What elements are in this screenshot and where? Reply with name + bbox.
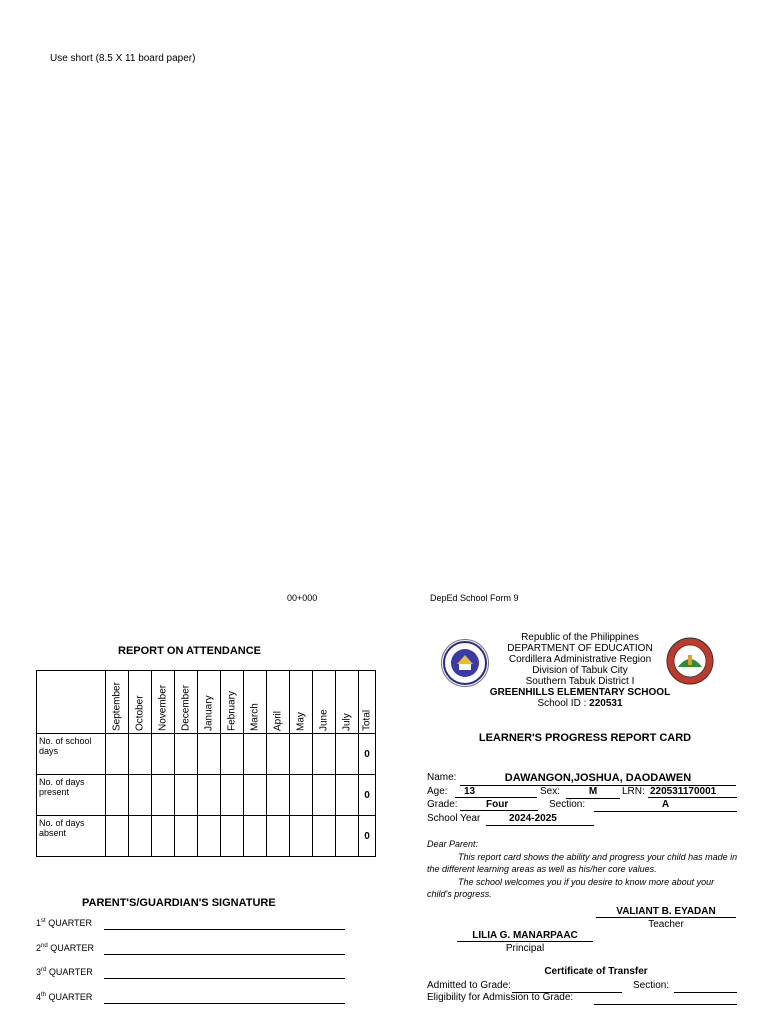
name-label: Name: — [427, 772, 457, 783]
row-label: No. of days present — [37, 775, 106, 816]
age-label: Age: — [427, 786, 448, 797]
grade-label: Grade: — [427, 799, 458, 810]
letter-paragraph-1: This report card shows the ability and progress your child has made in the different learning areas as well as his/her core values. — [427, 851, 738, 874]
principal-role: Principal — [505, 943, 545, 954]
teacher-name: VALIANT B. EYADAN — [596, 906, 736, 918]
letter-salutation: Dear Parent: — [427, 839, 479, 849]
school-year-label: School Year — [427, 813, 481, 824]
section-label: Section: — [549, 799, 586, 810]
attendance-table — [36, 670, 376, 857]
quarter-1-label: 1st QUARTER — [36, 918, 93, 928]
quarter-4-signature-line[interactable] — [104, 1003, 345, 1004]
transfer-title: Certificate of Transfer — [544, 966, 648, 977]
quarter-3-label: 3rd QUARTER — [36, 967, 93, 977]
quarter-2-signature-line[interactable] — [104, 954, 345, 955]
attendance-title: REPORT ON ATTENDANCE — [118, 645, 261, 657]
row-total: 0 — [359, 734, 376, 775]
row-total: 0 — [359, 816, 376, 857]
row-label: No. of days absent — [37, 816, 106, 857]
month-april: April — [267, 671, 290, 734]
table-row — [37, 816, 376, 857]
principal-name: LILIA G. MANARPAAC — [457, 930, 593, 942]
letter-paragraph-2: The school welcomes you if you desire to know more about your child's progress. — [427, 876, 715, 899]
eligibility-field[interactable] — [594, 992, 737, 1005]
age-field[interactable]: 13 — [455, 786, 537, 798]
sex-field[interactable]: M — [566, 786, 620, 799]
month-march: March — [244, 671, 267, 734]
lrn-label: LRN: — [622, 786, 645, 797]
form-name: DepEd School Form 9 — [430, 593, 519, 603]
month-october: October — [129, 671, 152, 734]
month-january: January — [198, 671, 221, 734]
school-id: School ID : 220531 — [537, 698, 623, 709]
quarter-2-label: 2nd QUARTER — [36, 943, 95, 953]
month-july: July — [336, 671, 359, 734]
header-department: DEPARTMENT OF EDUCATION — [507, 643, 653, 654]
school-header — [460, 632, 700, 709]
row-total: 0 — [359, 775, 376, 816]
signature-title: PARENT'S/GUARDIAN'S SIGNATURE — [82, 897, 276, 909]
row-label: No. of school days — [37, 734, 106, 775]
table-row — [37, 775, 376, 816]
attendance-header-row — [37, 671, 376, 734]
school-year-field[interactable]: 2024-2025 — [486, 813, 594, 826]
quarter-3-signature-line[interactable] — [104, 978, 345, 979]
month-total: Total — [359, 671, 376, 734]
corner-cell — [37, 671, 106, 734]
header-district: Southern Tabuk District I — [525, 676, 635, 687]
card-title: LEARNER'S PROGRESS REPORT CARD — [478, 732, 692, 744]
eligibility-label: Eligibility for Admission to Grade: — [427, 992, 574, 1003]
header-region: Cordillera Administrative Region — [508, 654, 652, 665]
teacher-role: Teacher — [648, 919, 684, 930]
paper-note: Use short (8.5 X 11 board paper) — [50, 53, 196, 64]
form-code: 00+000 — [287, 593, 318, 603]
school-name: GREENHILLS ELEMENTARY SCHOOL — [489, 687, 671, 698]
month-november: November — [152, 671, 175, 734]
name-field[interactable]: DAWANGON,JOSHUA, DAODAWEN — [460, 772, 736, 786]
table-row — [37, 734, 376, 775]
quarter-1-signature-line[interactable] — [104, 929, 345, 930]
admitted-label: Admitted to Grade: — [427, 980, 511, 991]
quarter-4-label: 4th QUARTER — [36, 992, 93, 1002]
section-field[interactable]: A — [594, 799, 737, 812]
month-june: June — [313, 671, 336, 734]
sex-label: Sex: — [540, 786, 561, 797]
grade-field[interactable]: Four — [460, 799, 538, 811]
lrn-field[interactable]: 220531170001 — [648, 786, 737, 798]
month-december: December — [175, 671, 198, 734]
month-september: September — [106, 671, 129, 734]
parent-letter — [427, 838, 739, 901]
transfer-section-label: Section: — [633, 980, 670, 991]
month-february: February — [221, 671, 244, 734]
header-division: Division of Tabuk City — [532, 665, 628, 676]
header-republic: Republic of the Philippines — [521, 632, 639, 643]
month-may: May — [290, 671, 313, 734]
